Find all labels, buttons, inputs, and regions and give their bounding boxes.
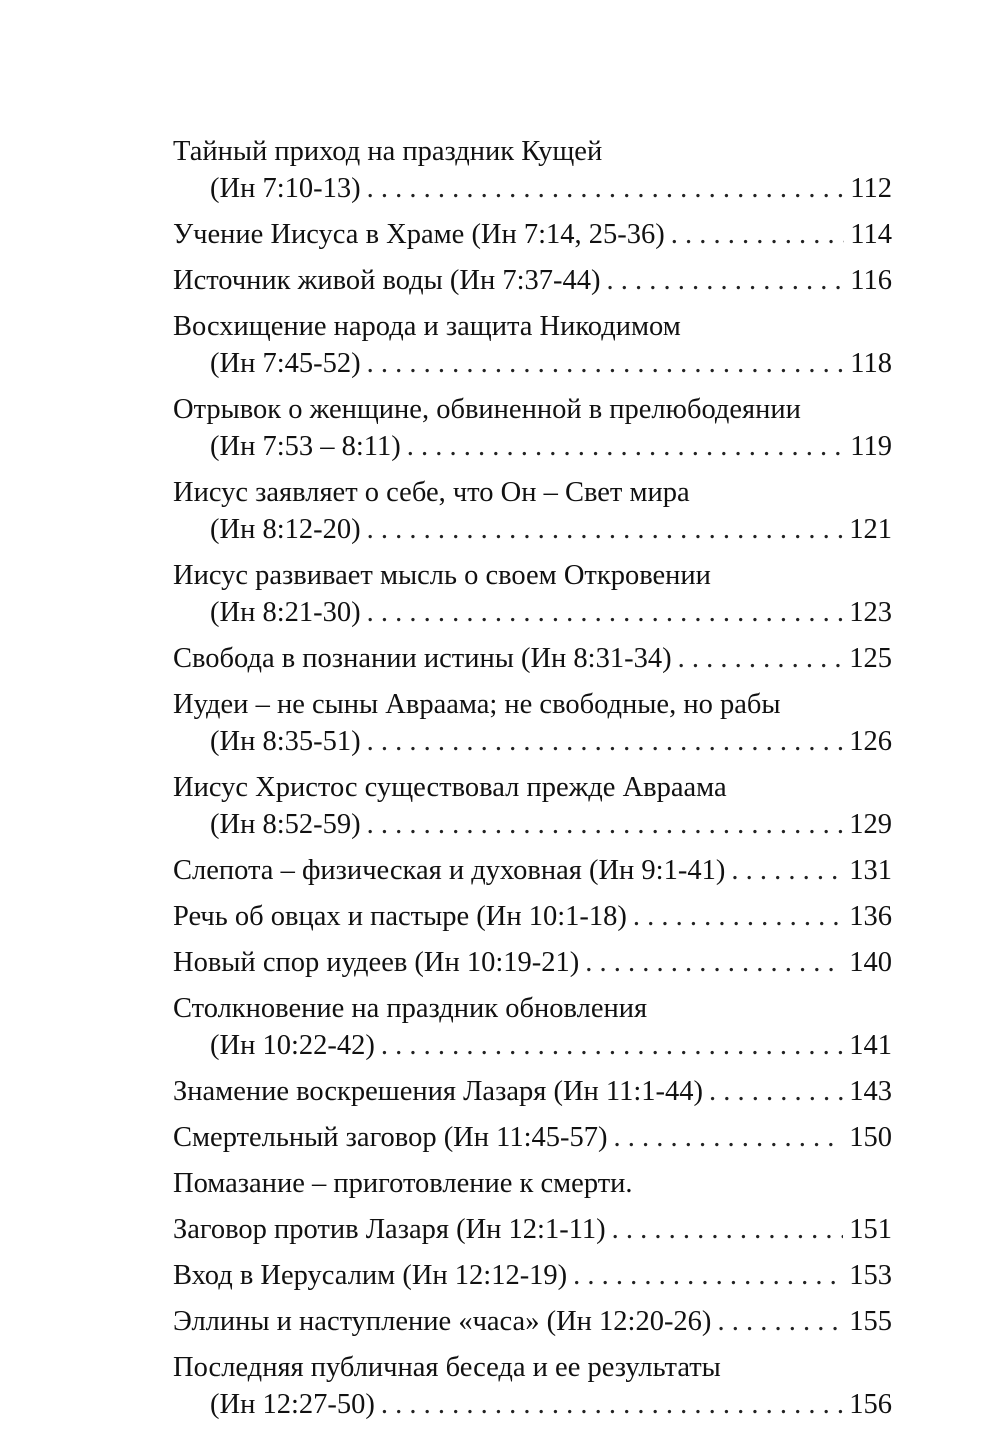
toc-entry-title-line [173, 216, 892, 253]
dot-leader [381, 1027, 843, 1064]
toc-entry-text: Вход в Иерусалим (Ин 12:12-19) [173, 1260, 568, 1291]
toc-entry [173, 1119, 892, 1156]
toc-entry-text: Новый спор иудеев (Ин 10:19-21) [173, 947, 580, 978]
toc-entry-text: Отрывок о женщине, обвиненной в прелюбодеянии [173, 394, 801, 425]
toc-entry-text: Иисус Христос существовал прежде Авраама [173, 772, 727, 803]
toc-entry-text: Иисус заявляет о себе, что Он – Свет мира [173, 477, 690, 508]
toc-entry-text: (Ин 10:22-42) [210, 1030, 375, 1061]
dot-leader [367, 511, 844, 548]
toc-page-number: 151 [849, 1214, 892, 1245]
toc-page-number: 123 [849, 597, 892, 628]
dot-leader [671, 216, 845, 253]
toc-entry [173, 308, 892, 382]
toc-entry-text: (Ин 8:12-20) [210, 514, 361, 545]
toc-page-number: 156 [849, 1389, 892, 1420]
toc-entry-title-line [173, 1073, 892, 1110]
toc-page-number: 118 [850, 348, 892, 379]
toc-entry-text: (Ин 8:21-30) [210, 597, 361, 628]
toc-entry [173, 944, 892, 981]
toc-entry-title-line [173, 557, 892, 594]
toc-entry-continuation-line [173, 723, 892, 760]
toc-entry-text: Заговор против Лазаря (Ин 12:1-11) [173, 1214, 606, 1245]
toc-entry-text: Учение Иисуса в Храме (Ин 7:14, 25-36) [173, 219, 665, 250]
toc-entry-text: Знамение воскрешения Лазаря (Ин 11:1-44) [173, 1076, 704, 1107]
toc-entry-title-line [173, 640, 892, 677]
toc-entry-continuation-line [173, 511, 892, 548]
dot-leader [585, 944, 843, 981]
toc-entry-text: Свобода в познании истины (Ин 8:31-34) [173, 643, 672, 674]
dot-leader [367, 345, 845, 382]
toc-page-number: 141 [849, 1030, 892, 1061]
toc-entry-title-line [173, 1211, 892, 1248]
dot-leader [367, 594, 844, 631]
toc-page-number: 114 [850, 219, 892, 250]
toc-entry-text: Речь об овцах и пастыре (Ин 10:1-18) [173, 901, 627, 932]
dot-leader [573, 1257, 843, 1294]
toc-entry-title-line [173, 769, 892, 806]
toc-entry-title-line [173, 1303, 892, 1340]
toc-entry [173, 1303, 892, 1340]
dot-leader [717, 1303, 843, 1340]
toc-page-number: 112 [850, 173, 892, 204]
toc-entry-text: Последняя публичная беседа и ее результаты [173, 1352, 721, 1383]
toc-entry-text: (Ин 7:10-13) [210, 173, 361, 204]
toc-entry-text: Источник живой воды (Ин 7:37-44) [173, 265, 601, 296]
toc-page-number: 121 [849, 514, 892, 545]
toc-entry-continuation-line [173, 806, 892, 843]
toc-entry [173, 686, 892, 760]
toc-entry-title-line [173, 262, 892, 299]
toc-entry-text: (Ин 8:35-51) [210, 726, 361, 757]
toc-entry-continuation-line [173, 1386, 892, 1423]
dot-leader [367, 806, 844, 843]
toc-entry [173, 640, 892, 677]
toc-entry-title-line [173, 990, 892, 1027]
dot-leader [367, 723, 844, 760]
dot-leader [709, 1073, 843, 1110]
dot-leader [612, 1211, 844, 1248]
toc-entry-title-line [173, 133, 892, 170]
toc-entry-title-line [173, 944, 892, 981]
toc-entry-continuation-line [173, 170, 892, 207]
toc-entry-continuation-line [173, 428, 892, 465]
dot-leader [407, 428, 845, 465]
dot-leader [381, 1386, 843, 1423]
toc-entry [173, 216, 892, 253]
toc-entry-continuation-line [173, 1027, 892, 1064]
toc-page-number: 150 [849, 1122, 892, 1153]
toc-entry-title-line [173, 1257, 892, 1294]
toc-entry-text: Восхищение народа и защита Никодимом [173, 311, 681, 342]
toc-entry-text: Смертельный заговор (Ин 11:45-57) [173, 1122, 608, 1153]
dot-leader [607, 262, 845, 299]
toc-entry [173, 391, 892, 465]
toc-entry-title-line [173, 1349, 892, 1386]
toc-entry-text: Слепота – физическая и духовная (Ин 9:1-41) [173, 855, 726, 886]
toc-page-number: 143 [849, 1076, 892, 1107]
toc-page-number: 155 [849, 1306, 892, 1337]
toc-page-number: 126 [849, 726, 892, 757]
toc-entry-text: (Ин 12:27-50) [210, 1389, 375, 1420]
table-of-contents [173, 133, 892, 1432]
toc-entry-title-line [173, 1165, 892, 1202]
toc-page-number: 129 [849, 809, 892, 840]
dot-leader [731, 852, 843, 889]
toc-entry-text: (Ин 7:53 – 8:11) [210, 431, 401, 462]
toc-entry [173, 1257, 892, 1294]
dot-leader [633, 898, 843, 935]
toc-entry [173, 769, 892, 843]
toc-page-number: 131 [849, 855, 892, 886]
toc-entry-text: (Ин 8:52-59) [210, 809, 361, 840]
toc-entry [173, 1073, 892, 1110]
toc-entry-continuation-line [173, 345, 892, 382]
toc-entry-text: Эллины и наступление «часа» (Ин 12:20-26) [173, 1306, 712, 1337]
toc-entry [173, 1165, 892, 1202]
toc-entry [173, 557, 892, 631]
dot-leader [678, 640, 844, 677]
toc-page-number: 140 [849, 947, 892, 978]
toc-entry-text: Иисус развивает мысль о своем Откровении [173, 560, 711, 591]
toc-entry [173, 474, 892, 548]
toc-entry-title-line [173, 308, 892, 345]
dot-leader [614, 1119, 844, 1156]
toc-entry [173, 852, 892, 889]
toc-entry [173, 990, 892, 1064]
toc-entry-text: Столкновение на праздник обновления [173, 993, 648, 1024]
toc-entry-text: Тайный приход на праздник Кущей [173, 136, 603, 167]
toc-entry [173, 1349, 892, 1423]
toc-entry-text: Иудеи – не сыны Авраама; не свободные, но рабы [173, 689, 781, 720]
toc-entry-title-line [173, 391, 892, 428]
toc-entry [173, 898, 892, 935]
toc-entry [173, 1211, 892, 1248]
toc-page-number: 116 [850, 265, 892, 296]
toc-entry-title-line [173, 852, 892, 889]
toc-entry-title-line [173, 474, 892, 511]
toc-entry-continuation-line [173, 594, 892, 631]
toc-entry-title-line [173, 1119, 892, 1156]
toc-entry [173, 262, 892, 299]
toc-entry-text: Помазание – приготовление к смерти. [173, 1168, 633, 1199]
toc-entry-title-line [173, 686, 892, 723]
toc-page-number: 125 [849, 643, 892, 674]
toc-page-number: 119 [850, 431, 892, 462]
toc-page-number: 136 [849, 901, 892, 932]
toc-entry [173, 133, 892, 207]
toc-page-number: 153 [849, 1260, 892, 1291]
toc-entry-title-line [173, 898, 892, 935]
toc-entry-text: (Ин 7:45-52) [210, 348, 361, 379]
dot-leader [367, 170, 845, 207]
